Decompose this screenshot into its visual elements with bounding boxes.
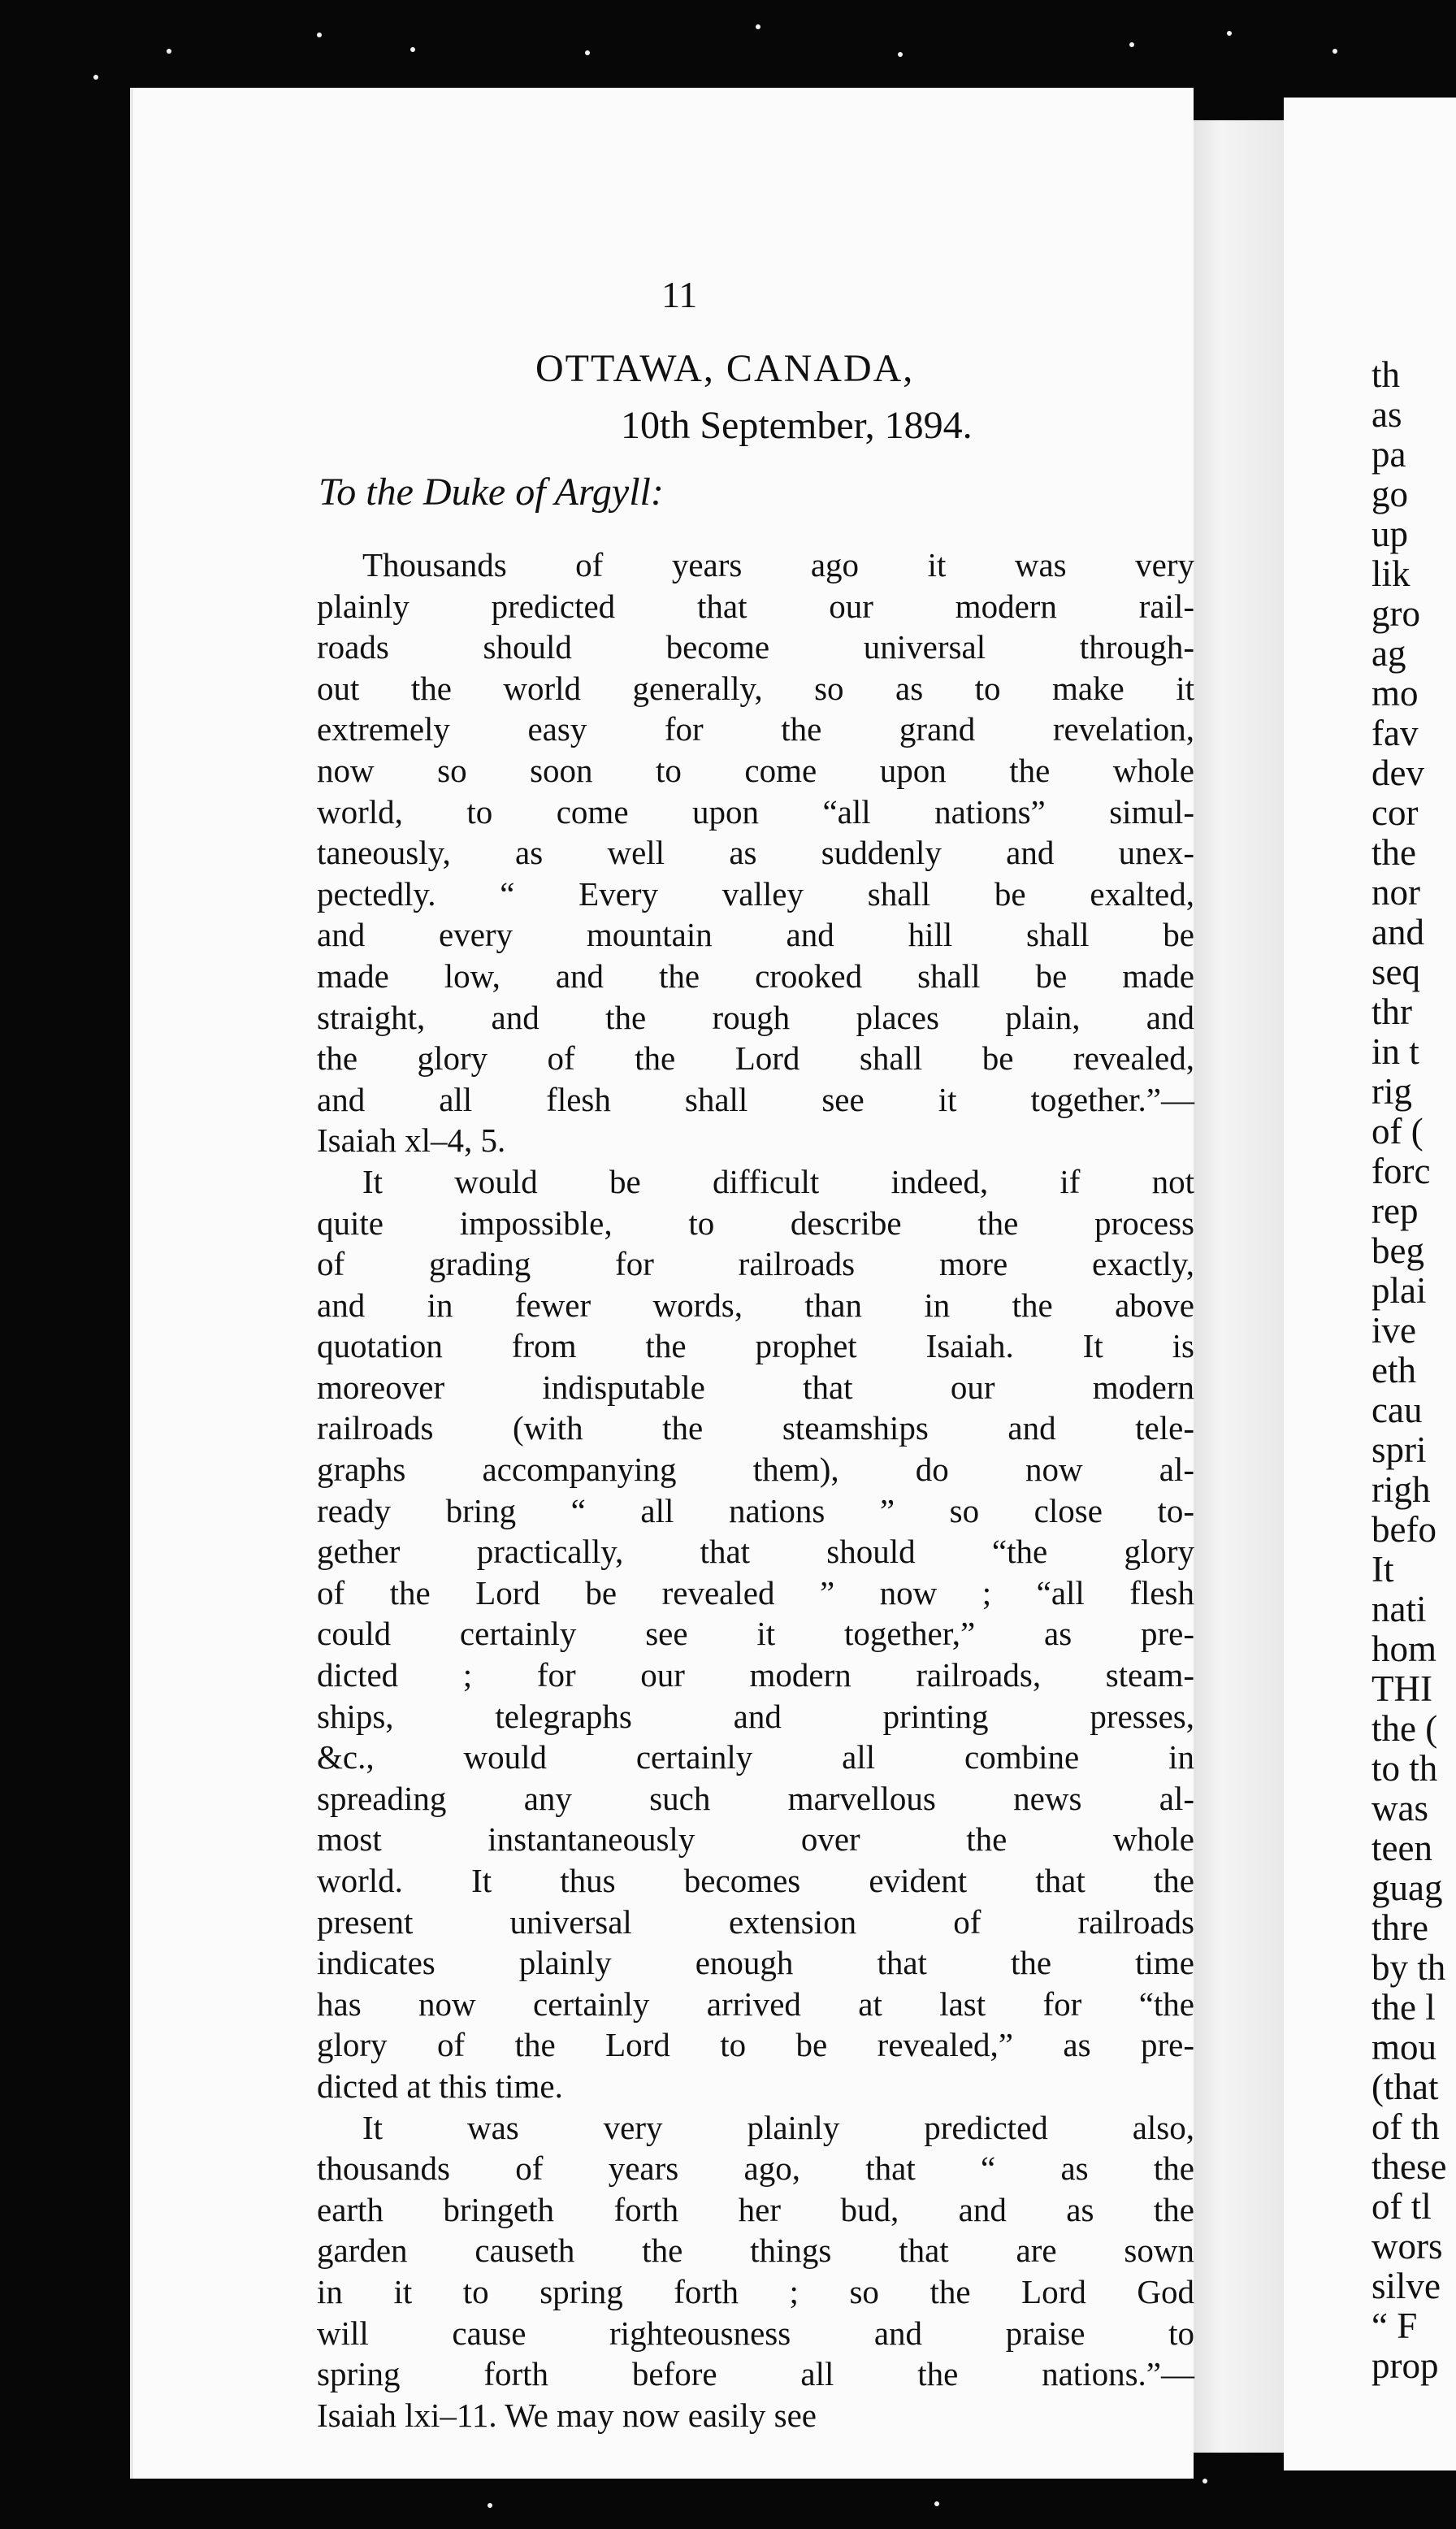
adjacent-page-line: seq [1372, 952, 1420, 992]
adjacent-page-line: nati [1372, 1589, 1427, 1629]
body-line: present universal extension of railroads [317, 1902, 1194, 1941]
adjacent-page-line: go [1372, 474, 1408, 514]
body-line: glory of the Lord to be revealed,” as pre- [317, 2026, 1194, 2064]
body-line: It would be difficult indeed, if not [362, 1162, 1194, 1200]
adjacent-page-line: these [1372, 2146, 1447, 2187]
adjacent-page-line: lik [1372, 553, 1410, 594]
adjacent-page-line: guag [1372, 1867, 1443, 1908]
adjacent-page-line: pa [1372, 434, 1406, 475]
adjacent-page-line: the l [1372, 1987, 1436, 2028]
body-line: and every mountain and hill shall be [317, 916, 1194, 954]
body-line: quite impossible, to describe the process [317, 1204, 1194, 1242]
adjacent-page-line: as [1372, 394, 1402, 435]
body-line: earth bringeth forth her bud, and as the [317, 2190, 1194, 2228]
adjacent-page-line: rig [1372, 1071, 1412, 1112]
adjacent-page-line: mo [1372, 673, 1419, 714]
adjacent-page-line: fav [1372, 713, 1419, 753]
body-line: world. It thus becomes evident that the [317, 1862, 1194, 1899]
body-line: has now certainly arrived at last for “the [317, 1985, 1194, 2023]
body-line: world, to come upon “all nations” simul- [317, 792, 1194, 831]
adjacent-page [1284, 98, 1456, 2470]
adjacent-page-line: thre [1372, 1907, 1428, 1948]
adjacent-page-line: by th [1372, 1947, 1446, 1988]
adjacent-page-line: was [1372, 1788, 1428, 1828]
adjacent-page-line: mou [1372, 2027, 1437, 2067]
body-line: railroads (with the steamships and tele- [317, 1409, 1194, 1447]
body-line: could certainly see it together,” as pre- [317, 1615, 1194, 1653]
letter-place: OTTAWA, CANADA, [535, 347, 915, 390]
adjacent-page-line: hom [1372, 1629, 1437, 1669]
adjacent-page-line: ag [1372, 633, 1406, 674]
adjacent-page-line: plai [1372, 1270, 1427, 1311]
adjacent-page-line: thr [1372, 991, 1412, 1032]
adjacent-page-line: spri [1372, 1429, 1427, 1470]
body-line: roads should become universal through- [317, 628, 1194, 666]
adjacent-page-line: nor [1372, 872, 1420, 913]
document-page [130, 88, 1194, 2479]
adjacent-page-line: silve [1372, 2266, 1441, 2306]
body-line: extremely easy for the grand revelation, [317, 710, 1194, 748]
body-line: will cause righteousness and praise to [317, 2314, 1194, 2352]
body-line: graphs accompanying them), do now al- [317, 1451, 1194, 1489]
adjacent-page-line: cau [1372, 1390, 1423, 1430]
body-line: of grading for railroads more exactly, [317, 1245, 1194, 1283]
body-line: out the world generally, so as to make it [317, 669, 1194, 707]
adjacent-page-line: righ [1372, 1469, 1431, 1510]
adjacent-page-line: gro [1372, 593, 1420, 634]
body-line: and all flesh shall see it together.”— [317, 1080, 1194, 1118]
body-line: made low, and the crooked shall be made [317, 957, 1194, 995]
body-line: garden causeth the things that are sown [317, 2232, 1194, 2270]
adjacent-page-line: of th [1372, 2106, 1440, 2147]
adjacent-page-line: and [1372, 912, 1424, 952]
adjacent-page-line: forc [1372, 1151, 1431, 1191]
body-line: dicted ; for our modern railroads, steam- [317, 1656, 1194, 1694]
letter-date: 10th September, 1894. [621, 404, 973, 447]
letter-salutation: To the Duke of Argyll: [318, 471, 664, 514]
adjacent-page-line: teen [1372, 1828, 1432, 1868]
body-line: indicates plainly enough that the time [317, 1944, 1194, 1982]
adjacent-page-line: of tl [1372, 2186, 1432, 2227]
body-line: in it to spring forth ; so the Lord God [317, 2272, 1194, 2310]
body-line: ready bring “ all nations ” so close to- [317, 1491, 1194, 1529]
adjacent-page-line: in t [1372, 1031, 1419, 1072]
body-line: of the Lord be revealed ” now ; “all flesh [317, 1573, 1194, 1612]
body-line: Isaiah lxi–11. We may now easily see [317, 2396, 817, 2434]
body-line: plainly predicted that our modern rail- [317, 587, 1194, 625]
adjacent-page-line: beg [1372, 1230, 1424, 1271]
body-line: the glory of the Lord shall be revealed, [317, 1039, 1194, 1078]
body-line: spreading any such marvellous news al- [317, 1779, 1194, 1817]
page-number: 11 [661, 274, 698, 315]
adjacent-page-line: cor [1372, 792, 1419, 833]
body-line: It was very plainly predicted also, [362, 2108, 1194, 2146]
body-line: dicted at this time. [317, 2067, 563, 2105]
adjacent-page-line: the ( [1372, 1708, 1438, 1749]
adjacent-page-line: up [1372, 514, 1408, 554]
adjacent-page-line: befo [1372, 1509, 1436, 1550]
adjacent-page-line: wors [1372, 2226, 1443, 2267]
letter-body [317, 544, 1194, 2436]
adjacent-page-line: th [1372, 354, 1401, 395]
body-line: pectedly. “ Every valley shall be exalted, [317, 874, 1194, 913]
body-line: most instantaneously over the whole [317, 1820, 1194, 1859]
body-line: &c., would certainly all combine in [317, 1738, 1194, 1776]
body-line: and in fewer words, than in the above [317, 1286, 1194, 1324]
adjacent-page-line: (that [1372, 2067, 1439, 2107]
adjacent-page-line: dev [1372, 753, 1424, 793]
adjacent-page-line: ive [1372, 1310, 1416, 1351]
body-line: straight, and the rough places plain, and [317, 998, 1194, 1036]
adjacent-page-line: the [1372, 832, 1416, 873]
body-line: Thousands of years ago it was very [362, 546, 1194, 583]
body-line: ships, telegraphs and printing presses, [317, 1697, 1194, 1735]
adjacent-page-line: of ( [1372, 1111, 1424, 1152]
adjacent-page-line: eth [1372, 1350, 1416, 1390]
body-line: thousands of years ago, that “ as the [317, 2149, 1194, 2188]
adjacent-page-line: It [1372, 1549, 1394, 1590]
adjacent-page-line: rep [1372, 1191, 1419, 1231]
adjacent-page-line: THI [1372, 1668, 1432, 1709]
body-line: now so soon to come upon the whole [317, 751, 1194, 789]
body-line: gether practically, that should “the glory [317, 1533, 1194, 1571]
body-line: spring forth before all the nations.”— [317, 2355, 1194, 2393]
body-line: taneously, as well as suddenly and unex- [317, 834, 1194, 872]
body-line: quotation from the prophet Isaiah. It is [317, 1327, 1194, 1365]
body-line: moreover indisputable that our modern [317, 1368, 1194, 1406]
body-line: Isaiah xl–4, 5. [317, 1121, 506, 1160]
adjacent-page-line: to th [1372, 1748, 1438, 1789]
adjacent-page-line: “ F [1372, 2306, 1418, 2346]
adjacent-page-line: prop [1372, 2345, 1439, 2386]
